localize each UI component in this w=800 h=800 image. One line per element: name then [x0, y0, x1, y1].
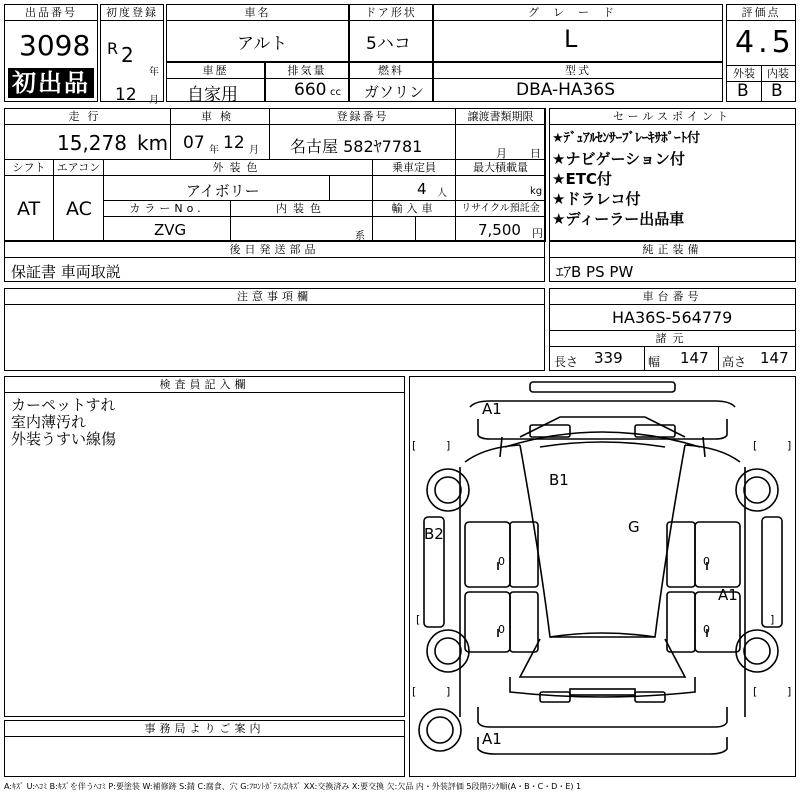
reg-year-unit: 年	[149, 67, 159, 78]
shift: AT	[17, 198, 41, 220]
svg-text:]: ]	[787, 685, 792, 698]
car-diagram-box	[409, 376, 796, 777]
caution-label: 注意事項欄	[5, 289, 544, 305]
color-label: 外装色	[103, 159, 373, 176]
displacement-cell	[265, 62, 349, 102]
svg-text:[: [	[416, 613, 421, 626]
plate: 名古屋 582ﾔ7781	[290, 137, 423, 156]
door-label: ドア形状	[350, 5, 432, 21]
door-type: 5ハコ	[366, 34, 411, 54]
mileage-label: 走行	[4, 108, 171, 125]
history-cell	[166, 62, 265, 105]
svg-text:]: ]	[446, 439, 451, 452]
ac-label: エアコン	[53, 159, 104, 176]
vehicle-info-box	[4, 108, 545, 241]
grade: L	[564, 25, 578, 53]
office-label: 事務局よりご案内	[5, 721, 404, 737]
inspector-note: 外装うすい線傷	[11, 430, 117, 448]
parts-label: 後日発送部品	[5, 242, 544, 258]
door-cell	[349, 4, 433, 62]
inspector-note: 室内薄汚れ	[11, 413, 87, 431]
reg-label: 初度登録	[101, 5, 163, 21]
inspect-month-unit: 月	[249, 145, 259, 156]
selling-point: ★ﾃﾞｭｱﾙｾﾝｻｰﾌﾞﾚｰｷｻﾎﾟｰﾄ付	[552, 131, 701, 146]
car-diagram	[410, 377, 795, 776]
height: 147	[760, 349, 789, 367]
transfer-month: 月	[496, 147, 507, 160]
color-extra-cell	[329, 175, 373, 201]
svg-text:[: [	[753, 439, 758, 452]
era: R	[107, 39, 119, 58]
svg-text:]: ]	[770, 613, 775, 626]
score-label: 評価点	[727, 5, 795, 21]
intcolor-cell	[230, 216, 373, 242]
int-grade: B	[771, 81, 783, 101]
inspector-box	[4, 376, 405, 717]
equipment-label: 純正装備	[550, 242, 795, 258]
first-listing-badge: 初出品	[8, 68, 94, 98]
registration-box	[100, 4, 164, 106]
selling-points-label: セールスポイント	[550, 109, 795, 125]
selling-points-list	[552, 129, 700, 229]
car-name: アルト	[237, 34, 288, 54]
equipment-value: ｴｱB PS PW	[556, 263, 634, 281]
chassis-box	[549, 288, 796, 371]
color: アイボリー	[186, 182, 260, 200]
svg-text:]: ]	[787, 439, 792, 452]
mileage: 15,278	[57, 131, 127, 155]
chassis-number: HA36S-564779	[612, 308, 733, 327]
intcolor-label: 内装色	[230, 200, 373, 217]
mileage-cell	[4, 124, 171, 160]
model-label: 型式	[434, 63, 722, 79]
plate-label: 登録番号	[269, 108, 456, 125]
selling-point: ★ナビゲーション付	[552, 150, 685, 168]
ac: AC	[66, 198, 92, 220]
svg-text:[: [	[412, 685, 417, 698]
damage-mark: G	[628, 518, 640, 536]
inspect-label: 車検	[170, 108, 270, 125]
svg-text:0: 0	[498, 623, 505, 636]
score-box	[726, 4, 796, 102]
transfer-label: 譲渡書類期限	[455, 108, 546, 125]
parts-box	[4, 241, 545, 282]
svg-text:0: 0	[498, 555, 505, 568]
fuel: ガソリン	[364, 83, 425, 101]
damage-mark: A1	[482, 730, 502, 748]
import-cell-2	[415, 216, 456, 242]
lot-number: 3098	[19, 29, 91, 62]
inspect-year: 07	[183, 133, 205, 153]
import-label: 輸入車	[372, 200, 456, 217]
inspect-cell	[170, 124, 270, 160]
grade-cell	[433, 4, 723, 62]
load-label: 最大積載量	[455, 159, 546, 176]
ext-label: 外装	[727, 65, 762, 82]
svg-text:[: [	[753, 685, 758, 698]
height-label: 高さ	[722, 355, 747, 369]
svg-text:0: 0	[703, 623, 710, 636]
svg-text:[: [	[412, 439, 417, 452]
colorno-cell	[103, 216, 231, 242]
displacement: 660	[294, 80, 327, 100]
legend: A:ｷｽﾞ U:ﾍｺﾐ B:ｷｽﾞを伴うﾍｺﾐ P:要塗装 W:補修跡 S:錆 C:腐食、穴 G:ﾌﾛﾝﾄｶﾞﾗｽ点ｷｽﾞ XX:交換済み X:要交換 欠:欠品 内・外装評価 5段階ﾗﾝｸ順(A・B・C・D・E) 1	[4, 782, 582, 791]
svg-text:]: ]	[446, 685, 451, 698]
displacement-unit: cc	[330, 87, 341, 98]
ac-cell	[53, 175, 104, 242]
caution-box	[4, 288, 545, 371]
lot-label: 出品番号	[5, 5, 97, 21]
shift-cell	[4, 175, 54, 242]
seats-cell	[372, 175, 456, 201]
selling-points-box	[549, 108, 796, 241]
damage-mark: A1	[718, 586, 738, 604]
recycle-cell	[455, 216, 546, 242]
inspector-label: 検査員記入欄	[5, 377, 404, 393]
color-no: ZVG	[154, 221, 187, 239]
equipment-box	[549, 241, 796, 282]
colorno-label: カラーNo.	[103, 200, 231, 217]
shift-label: シフト	[4, 159, 54, 176]
seats-unit: 人	[437, 188, 447, 199]
color-cell	[103, 175, 330, 201]
parts-value: 保証書 車両取説	[11, 263, 121, 281]
inspect-month: 12	[223, 133, 245, 153]
damage-mark: A1	[482, 400, 502, 418]
selling-point: ★ETC付	[552, 170, 612, 188]
fuel-cell	[349, 62, 433, 102]
width: 147	[680, 349, 709, 367]
inspect-year-unit: 年	[209, 145, 219, 156]
width-label: 幅	[648, 355, 661, 369]
recycle: 7,500	[478, 221, 521, 239]
import-cell	[372, 216, 416, 242]
damage-mark: B1	[549, 471, 569, 489]
score: 4.5	[735, 25, 795, 60]
chassis-label: 車台番号	[550, 289, 795, 305]
inspector-note: カーペットすれ	[11, 396, 116, 414]
seats: 4	[417, 180, 427, 198]
inspector-notes	[11, 397, 116, 448]
recycle-label: リサイクル預託金	[455, 200, 546, 217]
office-box	[4, 720, 405, 777]
recycle-unit: 円	[532, 227, 543, 240]
model-cell	[433, 62, 723, 102]
plate-cell	[269, 124, 456, 160]
grade-label: グレード	[434, 5, 722, 21]
history: 自家用	[187, 85, 238, 105]
transfer-cell	[455, 124, 546, 160]
model: DBA-HA36S	[516, 80, 615, 100]
damage-mark: B2	[424, 525, 444, 543]
car-name-label: 車名	[167, 5, 348, 21]
seats-label: 乗車定員	[372, 159, 456, 176]
length-label: 長さ	[554, 355, 579, 369]
lot-box	[4, 4, 98, 102]
reg-year: 2	[121, 43, 134, 67]
load-unit: kg	[530, 186, 543, 197]
reg-month-unit: 月	[149, 95, 159, 106]
int-label: 内装	[761, 65, 795, 82]
mileage-unit: km	[137, 131, 169, 155]
displacement-label: 排気量	[266, 63, 348, 79]
car-name-cell	[166, 4, 349, 62]
selling-point: ★ドラレコ付	[552, 190, 641, 208]
length: 339	[594, 349, 623, 367]
intcolor-unit: 系	[355, 231, 365, 242]
svg-text:0: 0	[703, 555, 710, 568]
transfer-day: 日	[530, 147, 541, 160]
ext-grade: B	[737, 81, 749, 101]
fuel-label: 燃料	[350, 63, 432, 79]
dims-label: 諸元	[550, 330, 795, 347]
reg-month: 12	[115, 85, 137, 105]
load-cell	[455, 175, 546, 201]
history-label: 車歴	[167, 63, 264, 79]
selling-point: ★ディーラー出品車	[552, 210, 685, 228]
